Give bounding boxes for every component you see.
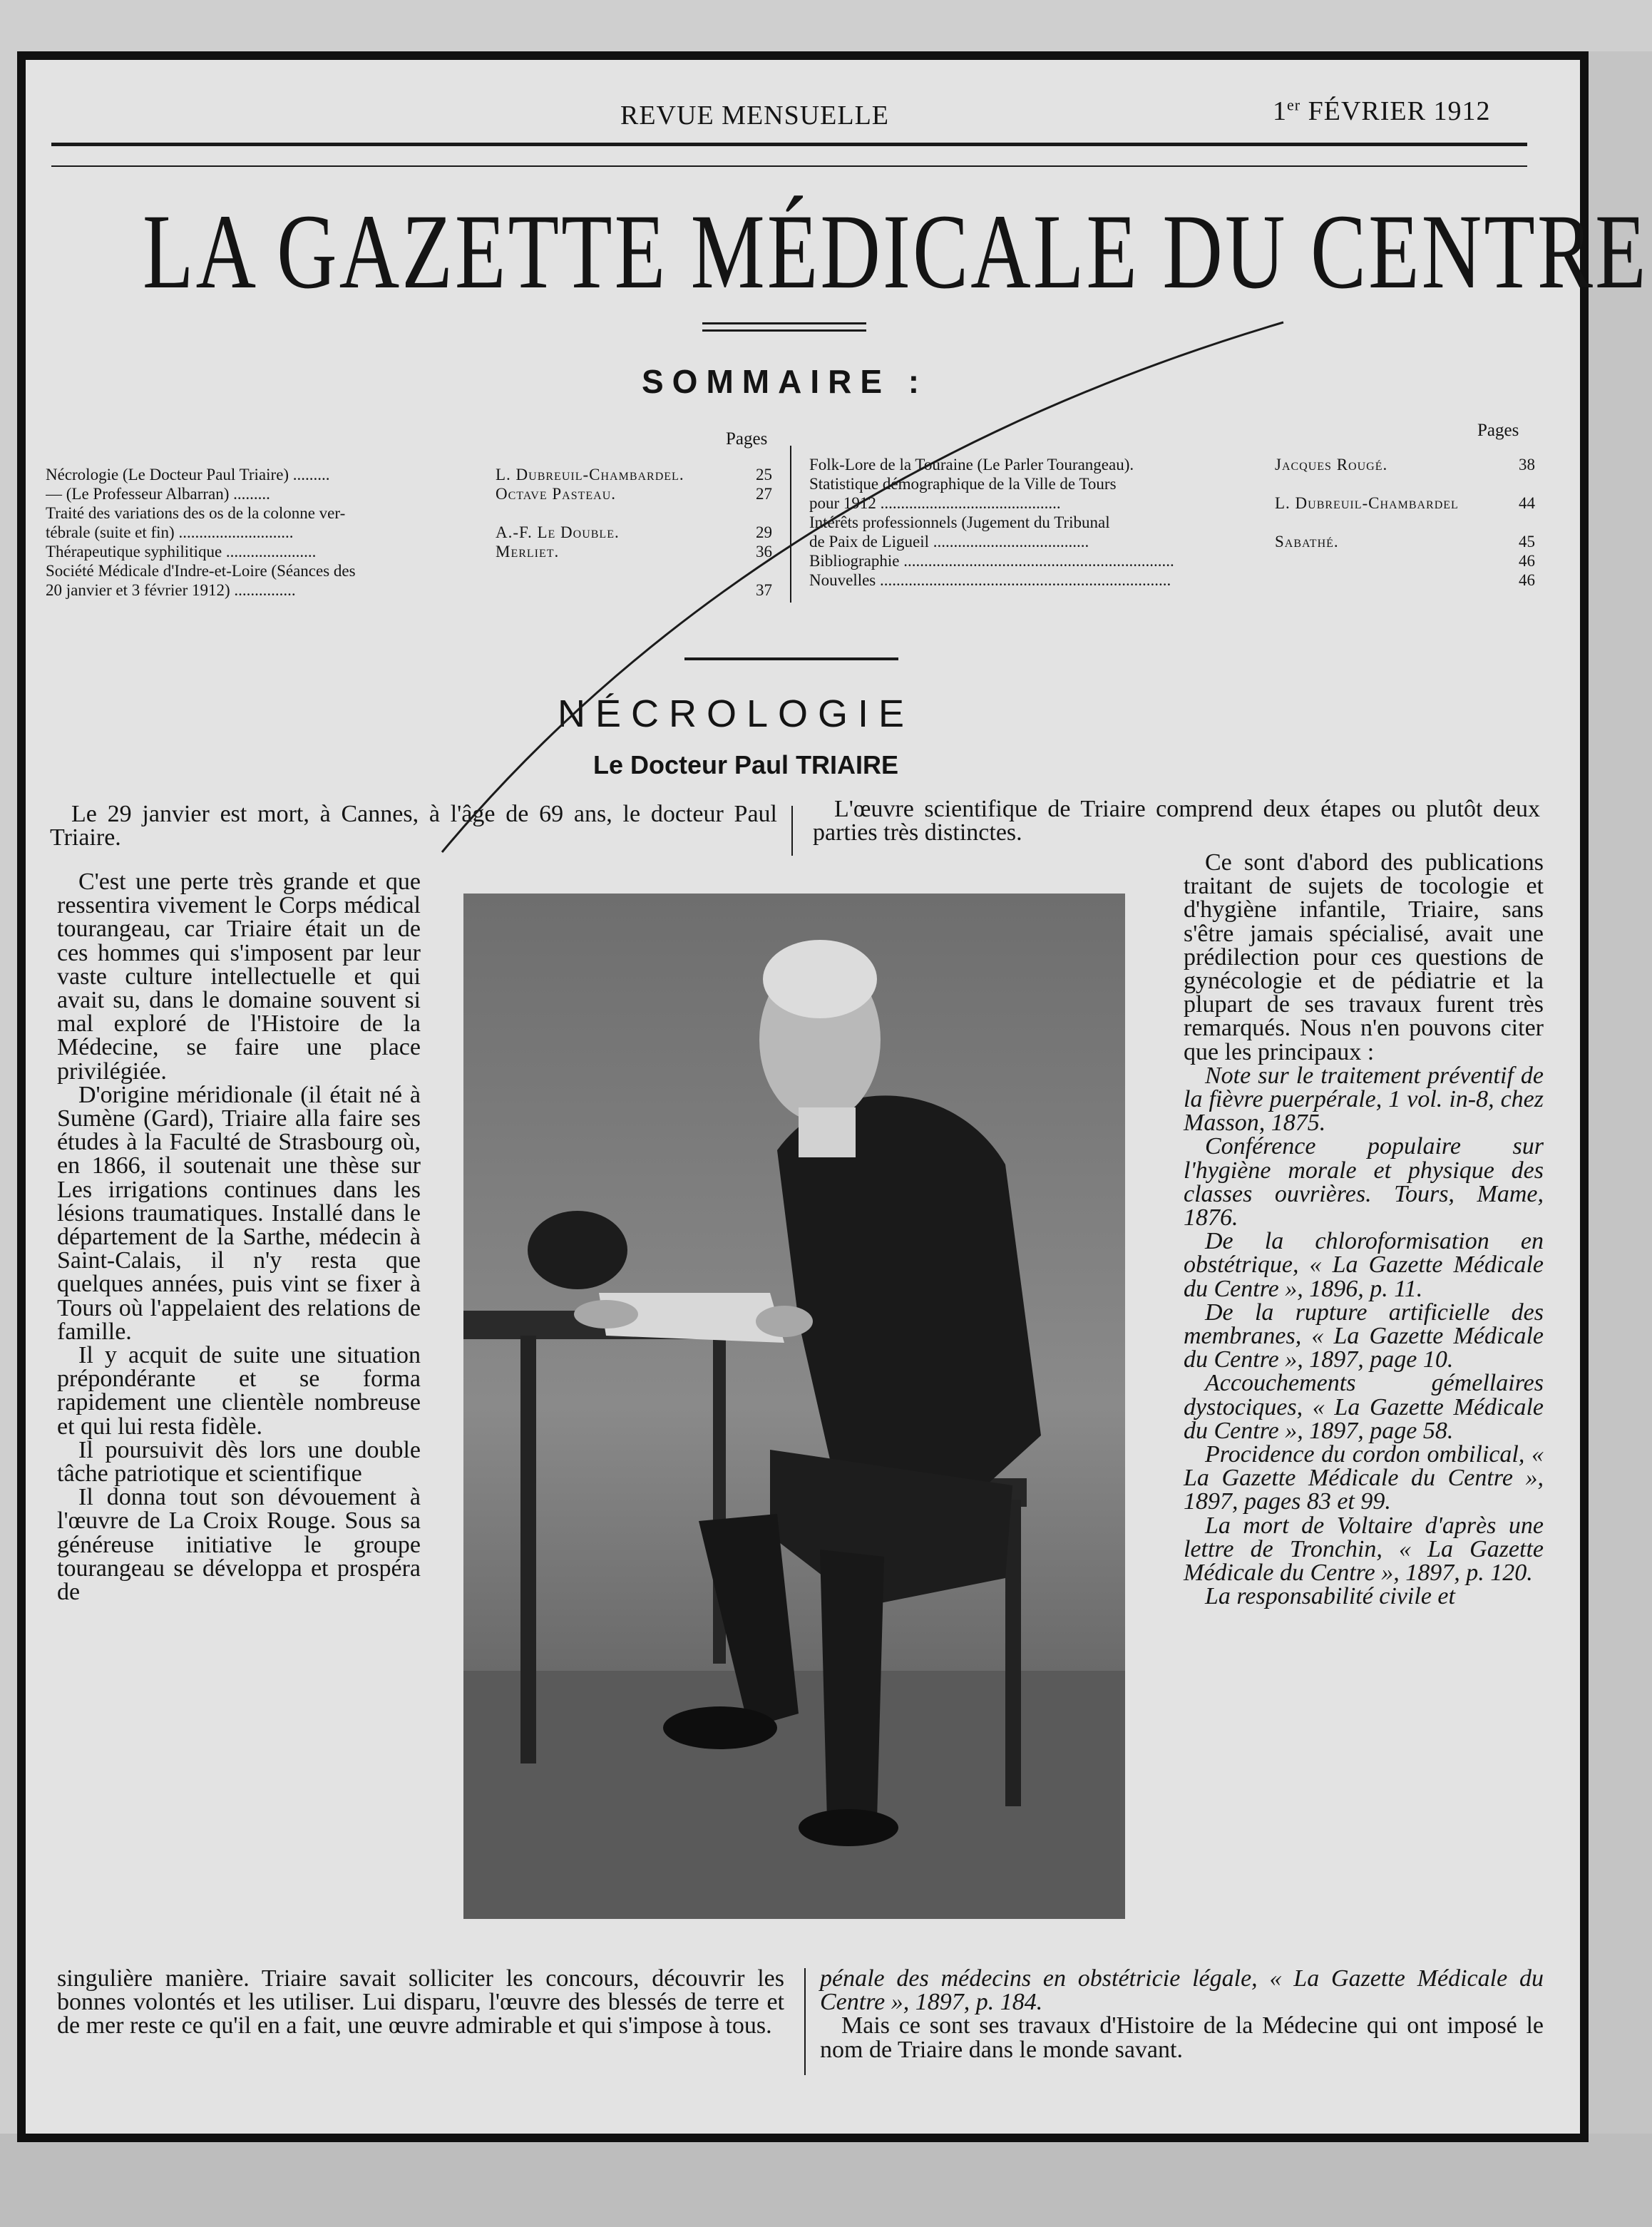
pages-label-right: Pages — [1477, 421, 1519, 440]
bibliography-entry: De la rupture artificielle des membranes, « La Gazette Médicale du Centre », 1897, page 10. — [1184, 1299, 1544, 1373]
right-bottom-paragraph: Mais ce sont ses travaux d'Histoire de la Médecine qui ont imposé le nom de Triaire dans le monde savant. — [820, 2012, 1544, 2063]
toc-entry-title: Traité des variations des os de la colonne ver- — [46, 504, 346, 522]
bibliography-entry: La responsabilité civile et — [1205, 1583, 1455, 1610]
toc-entry-title: de Paix de Ligueil ...................................... — [809, 533, 1089, 551]
column-divider-bottom — [804, 1968, 806, 2075]
bibliography-entry: Note sur le traitement préventif de la fièvre puerpérale, 1 vol. in-8, chez Masson, 1875. — [1184, 1062, 1544, 1137]
toc-entry-title: tébrale (suite et fin) ............................ — [46, 523, 294, 541]
bibliography-entry: Conférence populaire sur l'hygiène morale et physique des classes ouvrières. Tours, Mame, 1876. — [1184, 1133, 1544, 1232]
toc-entry-page[interactable]: 37 — [756, 581, 772, 599]
article-lead — [50, 802, 777, 849]
toc-entry-author: Octave Pasteau. — [496, 485, 616, 503]
article-right-lead — [813, 797, 1540, 844]
toc-entry-author: L. Dubreuil-Chambardel — [1275, 494, 1459, 512]
toc-entry-title: Folk-Lore de la Touraine (Le Parler Tourangeau). — [809, 456, 1134, 473]
toc-entry-title: Bibliographie .................................................................. — [809, 552, 1174, 570]
lead-paragraph: Le 29 janvier est mort, à Cannes, à l'âge de 69 ans, le docteur Paul Triaire. — [50, 801, 777, 851]
left-paragraph: D'origine méridionale (il était né à Sumène (Gard), Triaire alla faire ses études à la Faculté de Strasbourg où, en 1866, il soutenait une thèse sur Les irrigations continues dans les lésions traumatiques. Installé dans le département de la Sarthe, médecin à Saint-Calais, il n'y resta que quelques années, puis vint se fixer à Tours où l'appelaient des relations de famille. — [57, 1081, 421, 1345]
toc-entry-author: L. Dubreuil-Chambardel. — [496, 466, 684, 483]
toc-entry-title: Nécrologie (Le Docteur Paul Triaire) ......... — [46, 466, 330, 483]
bibliography-entry: Procidence du cordon ombilical, « La Gazette Médicale du Centre », 1897, pages 83 et 99. — [1184, 1441, 1544, 1515]
article-left-bottom — [57, 1967, 784, 2038]
article-right-column — [1184, 851, 1544, 1609]
toc-entry-page[interactable]: 36 — [756, 543, 772, 560]
column-divider-top — [791, 806, 793, 856]
toc-entry-title: — (Le Professeur Albarran) ......... — [46, 485, 270, 503]
portrait-photo — [463, 894, 1125, 1919]
bibliography-entry: De la chloroformisation en obstétrique, « La Gazette Médicale du Centre », 1896, p. 11. — [1184, 1228, 1544, 1302]
section-title: NÉCROLOGIE — [558, 692, 915, 735]
toc-entry-title: Thérapeutique syphilitique ...................... — [46, 543, 317, 560]
toc-entry-page[interactable]: 46 — [1519, 571, 1535, 589]
header-journal: REVUE MENSUELLE — [620, 101, 890, 130]
right-bottom-paragraph: pénale des médecins en obstétricie légale, « La Gazette Médicale du Centre », 1897, p. 184. — [820, 1965, 1544, 2016]
pages-label-left: Pages — [726, 429, 768, 449]
header-date: 1er FÉVRIER 1912 — [1273, 96, 1491, 126]
sommaire-title: SOMMAIRE : — [642, 363, 928, 400]
title-rule — [702, 322, 866, 324]
right-lead-paragraph: L'œuvre scientifique de Triaire comprend deux étapes ou plutôt deux parties très distinctes. — [813, 796, 1540, 846]
page-edge — [1580, 51, 1652, 2227]
masthead-title: LA GAZETTE MÉDICALE DU CENTRE — [143, 193, 1648, 311]
toc-entry-author: Sabathé. — [1275, 533, 1339, 551]
toc-entry-title: 20 janvier et 3 février 1912) ............... — [46, 581, 296, 599]
right-paragraph: Ce sont d'abord des publications traitant de sujets de tocologie et d'hygiène infantile, Triaire, sans s'être jamais spécialisé, avait une prédilection pour ces questions de gynécologie et de pédiatrie et la plupart de ses travaux furent très remarqués. Nous n'en pouvons citer que les principaux : — [1184, 849, 1544, 1065]
left-paragraph: C'est une perte très grande et que ressentira vivement le Corps médical tourangeau, car Triaire était un de ces hommes qui s'imposent par leur vaste culture intellectuelle et qui avait su, dans le domaine souvent si mal exploré de l'Histoire de la Médecine, se faire une place privilégiée. — [57, 869, 421, 1085]
header-rule-thin — [51, 165, 1527, 167]
toc-entry-title: Société Médicale d'Indre-et-Loire (Séances des — [46, 562, 356, 580]
toc-divider — [790, 446, 791, 603]
left-paragraph: Il y acquit de suite une situation prépondérante et se forma rapidement une clientèle nombreuse et qui lui resta fidèle. — [57, 1342, 421, 1440]
bibliography-entry: Accouchements gémellaires dystociques, « La Gazette Médicale du Centre », 1897, page 58. — [1184, 1370, 1544, 1444]
toc-entry-page[interactable]: 29 — [756, 523, 772, 541]
title-rule-2 — [702, 329, 866, 332]
toc-entry-page[interactable]: 25 — [756, 466, 772, 483]
toc-entry-title: Nouvelles ....................................................................... — [809, 571, 1171, 589]
toc-entry-author: A.-F. Le Double. — [496, 523, 620, 541]
toc-entry-page[interactable]: 46 — [1519, 552, 1535, 570]
toc-entry-author: Jacques Rougé. — [1275, 456, 1388, 473]
toc-entry-title: Intérêts professionnels (Jugement du Tribunal — [809, 513, 1110, 531]
section-subtitle: Le Docteur Paul TRIAIRE — [593, 750, 899, 779]
article-right-bottom — [820, 1967, 1544, 2062]
toc-entry-title: Statistique démographique de la Ville de Tours — [809, 475, 1117, 493]
bibliography-entry: La mort de Voltaire d'après une lettre de Tronchin, « La Gazette Médicale du Centre », 1897, p. 120. — [1184, 1512, 1544, 1587]
left-paragraph: Il donna tout son dévouement à l'œuvre de La Croix Rouge. Sous sa généreuse initiative le groupe tourangeau se développa et prospéra de — [57, 1484, 421, 1606]
section-rule — [684, 657, 898, 660]
left-bottom-paragraph: singulière manière. Triaire savait solliciter les concours, découvrir les bonnes volontés et les utiliser. Lui disparu, l'œuvre des blessés de terre et de mer reste ce qu'il en a fait, une œuvre admirable et qui s'impose à tous. — [57, 1965, 784, 2039]
article-left-column — [57, 870, 421, 1604]
header-rule — [51, 143, 1527, 146]
toc-entry-title: pour 1912 ............................................ — [809, 494, 1061, 512]
toc-entry-page[interactable]: 44 — [1519, 494, 1535, 512]
portrait-illustration — [463, 894, 1125, 1919]
left-paragraph: Il poursuivit dès lors une double tâche patriotique et scientifique — [57, 1436, 421, 1488]
toc-entry-page[interactable]: 27 — [756, 485, 772, 503]
toc-entry-page[interactable]: 45 — [1519, 533, 1535, 551]
bottom-edge — [0, 2134, 1652, 2227]
toc-entry-page[interactable]: 38 — [1519, 456, 1535, 473]
toc-entry-author: Merliet. — [496, 543, 560, 560]
